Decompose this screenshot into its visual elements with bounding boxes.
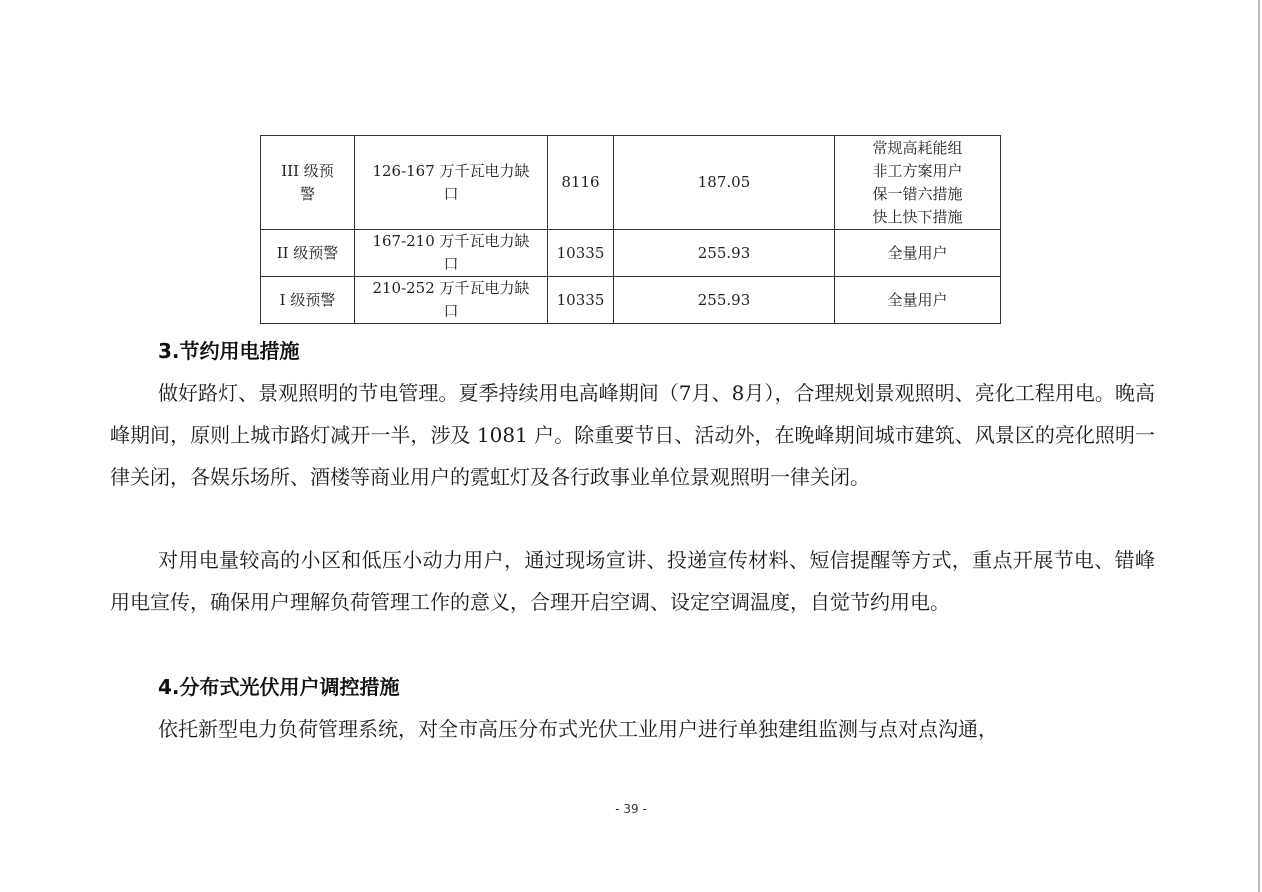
table-cell-load: 255.93 bbox=[614, 277, 835, 324]
table-row bbox=[261, 136, 1001, 230]
page-number: - 39 - bbox=[615, 802, 647, 816]
section-heading-power-saving: 3.节约用电措施 bbox=[158, 339, 300, 363]
table-cell-scope: 全量用户 bbox=[835, 277, 1001, 324]
page-edge bbox=[1258, 0, 1260, 892]
table-cell-level: III 级预 警 bbox=[261, 136, 355, 230]
table-cell-level: I 级预警 bbox=[261, 277, 355, 324]
paragraph-lighting-management: 做好路灯、景观照明的节电管理。夏季持续用电高峰期间（7月、8月），合理规划景观照明、亮化工程用电。晚高峰期间，原则上城市路灯减开一半，涉及 1081 户。除重要节日、活动外，在晚峰期间城市建筑、风景区的亮化照明一律关闭，各娱乐场所、酒楼等商业用户的霓虹灯及各行政事业单位景观照明一律关闭。 bbox=[110, 381, 1155, 489]
table-cell-gap: 167-210 万千瓦电力缺 口 bbox=[355, 230, 548, 277]
table-cell-load: 187.05 bbox=[614, 136, 835, 230]
table-row bbox=[261, 230, 1001, 277]
paragraph-publicity: 对用电量较高的小区和低压小动力用户，通过现场宣讲、投递宣传材料、短信提醒等方式，重点开展节电、错峰用电宣传，确保用户理解负荷管理工作的意义，合理开启空调、设定空调温度，自觉节约用电。 bbox=[110, 548, 1155, 614]
warning-level-table bbox=[260, 135, 1001, 324]
table-cell-scope: 全量用户 bbox=[835, 230, 1001, 277]
table-cell-gap: 210-252 万千瓦电力缺 口 bbox=[355, 277, 548, 324]
table-cell-scope: 常规高耗能组 非工方案用户 保一错六措施 快上快下措施 bbox=[835, 136, 1001, 230]
section-heading-pv-control: 4.分布式光伏用户调控措施 bbox=[158, 675, 400, 699]
table-cell-users: 10335 bbox=[548, 230, 614, 277]
table-cell-gap: 126-167 万千瓦电力缺 口 bbox=[355, 136, 548, 230]
table-row bbox=[261, 277, 1001, 324]
paragraph-pv-monitoring: 依托新型电力负荷管理系统，对全市高压分布式光伏工业用户进行单独建组监测与点对点沟通， bbox=[158, 717, 998, 741]
table-cell-level: II 级预警 bbox=[261, 230, 355, 277]
table-cell-users: 10335 bbox=[548, 277, 614, 324]
table-cell-load: 255.93 bbox=[614, 230, 835, 277]
table-cell-users: 8116 bbox=[548, 136, 614, 230]
